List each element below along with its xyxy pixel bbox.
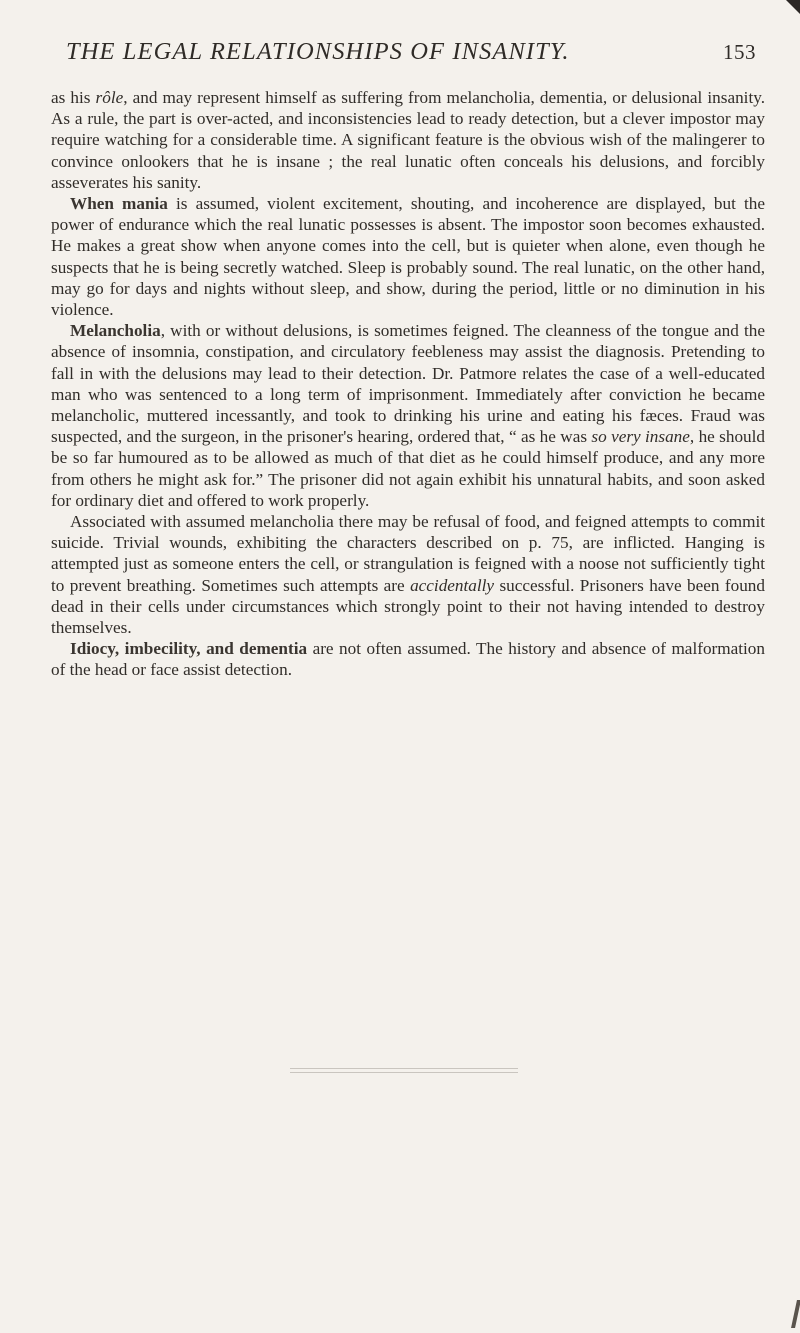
italic-run: rôle <box>95 88 124 107</box>
text-run: successful. Prisoners have been found dead in their cells under circumstances which strongly point to their not having intended to destroy themselves. <box>51 575 765 638</box>
paragraph-2 <box>51 193 765 320</box>
text-run: , with or without delusions, is sometimes feigned. The cleanness of the tongue and the absence of insomnia, constipation, and circulatory feebleness may assist the diagnosis. Pretending to fall in with the delusions may lead to their detection. Dr. Patmore relates the case of a well-educated man who was sentenced to a long term of imprisonment. Immediately after conviction he became melancholic, muttered incessantly, and took to drinking his urine and eating his fæces. Fraud was suspected, and the surgeon, in the prisoner's hearing, ordered that, “ as he was <box>51 321 765 447</box>
italic-run: accidentally <box>410 575 495 595</box>
paragraph-4 <box>51 511 765 638</box>
running-head <box>66 38 766 72</box>
page-edge-mark <box>791 1300 800 1328</box>
text-run: , he should be so far humoured as to be allowed as much of that diet as he could himself produce, and any more from others he might ask for.” The prisoner did not again exhibit his unnatural habits, and soon asked for ordinary diet and offered to work properly. <box>51 427 766 510</box>
text-run: is assumed, violent excitement, shouting, and incoherence are displayed, but the power of endurance which the real lunatic possesses is absent. The impostor soon becomes exhausted. He makes a great show when anyone comes into the cell, but is quieter when alone, even though he suspects that he is being secretly watched. Sleep is probably sound. The real lunatic, on the other hand, may go for days and nights without sleep, and show, during the period, little or no diminution in his violence. <box>51 194 765 320</box>
paragraph-1 <box>51 87 765 193</box>
italic-run: so very insane <box>591 427 690 447</box>
divider-rule <box>290 1072 518 1073</box>
paragraph-lead: Melancholia <box>70 321 161 341</box>
running-title: THE LEGAL RELATIONSHIPS OF INSANITY. <box>66 38 570 65</box>
paragraph-lead: When mania <box>70 194 168 214</box>
text-run: as his <box>51 88 96 107</box>
paragraph-5 <box>51 638 765 680</box>
text-run: are not often assumed. The history and absence of malformation of the head or face assist detection. <box>51 639 765 680</box>
divider-rule <box>290 1068 518 1069</box>
page-corner-mark <box>786 0 800 14</box>
page-number: 153 <box>723 40 756 64</box>
body-text <box>51 87 765 681</box>
paragraph-lead: Idiocy, imbecility, and dementia <box>70 639 308 659</box>
paragraph-3 <box>51 320 765 511</box>
text-run: Associated with assumed melancholia there may be refusal of food, and feigned attempts to commit suicide. Trivial wounds, exhibiting the characters described on p. 75, are inflicted. Hanging is attempted just as someone enters the cell, or strangulation is feigned with a noose not sufficiently tight to prevent breathing. Sometimes such attempts are <box>51 512 765 595</box>
text-run: , and may represent himself as suffering from melancholia, dementia, or delusional insanity. As a rule, the part is over-acted, and inconsistencies lead to ready detection, but a clever impostor may require watching for a considerable time. A significant feature is the obvious wish of the malingerer to convince onlookers that he is insane ; the real lunatic often conceals his delusions, and forcibly asseverates his sanity. <box>51 88 765 192</box>
